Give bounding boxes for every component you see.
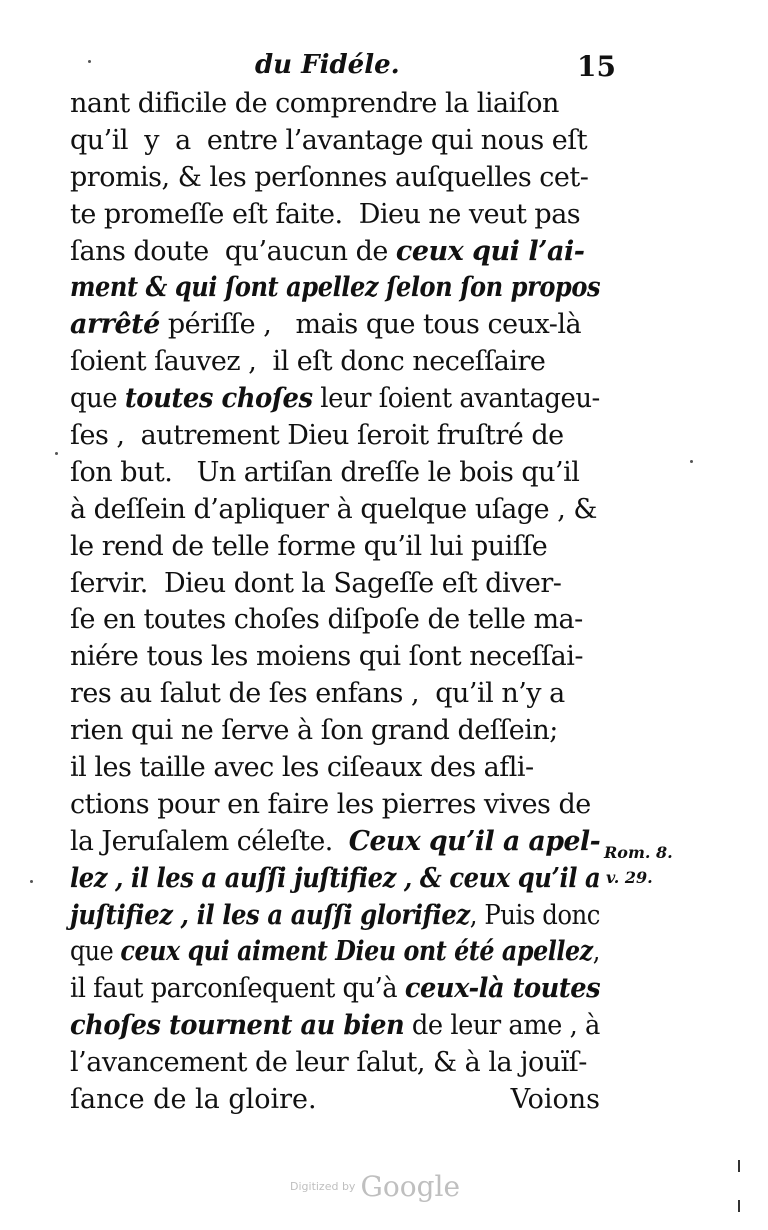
text-segment: ctions pour en faire les pierres vives de <box>70 788 591 820</box>
text-line <box>70 971 600 1008</box>
text-line <box>70 270 600 307</box>
text-line <box>70 1045 600 1082</box>
body-text <box>70 86 600 1082</box>
line-content <box>70 381 600 418</box>
line-content <box>70 750 534 787</box>
paper-speck <box>690 460 693 463</box>
paper-speck <box>88 60 91 63</box>
text-segment: de leur ame , à <box>404 1010 600 1042</box>
text-segment: qu’il y a entre l’avantage qui nous eſt <box>70 124 588 156</box>
text-line <box>70 160 600 197</box>
line-content <box>70 971 600 1008</box>
line-content <box>70 344 545 381</box>
line-content <box>70 492 597 529</box>
watermark-prefix: Digitized by <box>290 1180 356 1193</box>
line-content <box>70 1045 587 1082</box>
line-content <box>70 234 584 271</box>
text-segment: , Puis donc <box>469 899 600 931</box>
italic-segment: ceux qui aiment Dieu ont été apellez <box>120 936 593 968</box>
text-segment: que <box>70 383 125 415</box>
text-segment: promis, & les perſonnes auſquelles cet- <box>70 161 589 193</box>
text-line <box>70 307 600 344</box>
text-line <box>70 455 600 492</box>
italic-segment: Ceux qu’il a apel- <box>348 825 601 857</box>
text-line <box>70 344 600 381</box>
text-segment: ſoient ſauvez , il eſt donc neceſſaire <box>70 346 546 378</box>
line-content <box>70 602 583 639</box>
text-line <box>70 676 600 713</box>
line-content <box>70 307 581 344</box>
text-line <box>70 750 600 787</box>
text-segment: leur ſoient avantageu- <box>312 383 600 415</box>
line-content <box>70 713 558 750</box>
text-line <box>70 123 600 160</box>
line-content <box>70 861 600 898</box>
text-line <box>70 787 600 824</box>
text-line <box>70 934 600 971</box>
page-number: 15 <box>577 50 616 83</box>
text-line <box>70 492 600 529</box>
last-line-left: ſance de la gloire. <box>70 1084 317 1115</box>
text-segment: res au ſalut de ſes enfans , qu’il n’y a <box>70 678 565 710</box>
line-content <box>70 418 564 455</box>
last-text-line <box>70 1082 600 1119</box>
text-line <box>70 197 600 234</box>
text-line <box>70 529 600 566</box>
text-segment: périſſe , mais que tous ceux-là <box>159 309 582 341</box>
text-segment: ſes , autrement Dieu ſeroit fruſtré de <box>70 420 564 452</box>
text-line <box>70 639 600 676</box>
line-content <box>70 1008 600 1045</box>
italic-segment: toutes choſes <box>124 383 313 415</box>
text-line <box>70 1008 600 1045</box>
scan-mark <box>738 1160 740 1172</box>
line-content <box>70 160 588 197</box>
text-line <box>70 898 600 935</box>
text-segment: , <box>592 936 600 968</box>
text-segment: que <box>70 936 121 968</box>
text-segment: la Jeruſalem céleſte. <box>70 825 349 857</box>
text-line <box>70 234 600 271</box>
italic-segment: ceux qui l’ai- <box>395 235 585 267</box>
text-line <box>70 86 600 123</box>
italic-segment: juſtifiez , il les a auſſi glorifiez <box>70 899 470 931</box>
text-line <box>70 824 600 861</box>
text-segment: nant dificile de comprendre la liaiſon <box>70 88 559 119</box>
catchword: Voions <box>510 1084 600 1115</box>
text-segment: te promeſſe eſt faite. Dieu ne veut pas <box>70 198 581 230</box>
text-segment: rien qui ne ſerve à ſon grand deſſein; <box>70 715 558 747</box>
italic-segment: arrêté <box>70 309 160 341</box>
scan-mark <box>738 1200 740 1212</box>
text-line <box>70 861 600 898</box>
text-segment: le rend de telle forme qu’il lui puiſſe <box>70 530 548 562</box>
text-segment: il faut parconſequent qu’à <box>70 973 405 1005</box>
line-content <box>70 934 600 971</box>
line-content <box>70 787 591 824</box>
italic-segment: ment & qui ſont apellez ſelon ſon propos <box>70 272 601 304</box>
running-head: du Fidéle. <box>255 50 400 80</box>
line-content <box>70 455 579 492</box>
text-line <box>70 381 600 418</box>
line-content <box>70 639 583 676</box>
text-segment: niére tous les moiens qui ſont neceſſai- <box>70 641 584 673</box>
text-segment: à deſſein d’apliquer à quelque uſage , & <box>70 493 597 525</box>
text-segment: l’avancement de leur ſalut, & à la jouïſ- <box>70 1047 587 1079</box>
text-line <box>70 566 600 603</box>
text-segment: il les taille avec les ciſeaux des afli- <box>70 752 534 784</box>
paper-speck <box>30 880 33 883</box>
line-content <box>70 529 547 566</box>
paper-speck <box>55 452 58 455</box>
line-content <box>70 898 600 935</box>
line-content <box>70 123 587 160</box>
line-content <box>70 197 580 234</box>
italic-segment: lez , il les a auſſi juſtifiez , & ceux qu’il a <box>70 862 601 894</box>
text-segment: ſe en toutes choſes diſpoſe de telle ma- <box>70 604 583 636</box>
italic-segment: ceux-là toutes <box>404 973 601 1005</box>
text-line <box>70 418 600 455</box>
line-content <box>70 86 559 123</box>
italic-segment: choſes tournent au bien <box>70 1010 405 1042</box>
digitized-watermark <box>290 1170 460 1203</box>
text-segment: ſon but. Un artiſan dreſſe le bois qu’il <box>70 456 580 488</box>
margin-note-reference: Rom. 8. <box>604 843 673 862</box>
text-line <box>70 602 600 639</box>
margin-note-verse: v. 29. <box>606 868 653 887</box>
line-content <box>70 824 600 861</box>
google-logo: Google <box>360 1170 461 1203</box>
line-content <box>70 566 561 603</box>
text-segment: ſervir. Dieu dont la Sageſſe eſt diver- <box>70 567 562 599</box>
line-content <box>70 676 565 713</box>
text-line <box>70 713 600 750</box>
text-segment: ſans doute qu’aucun de <box>70 235 396 267</box>
line-content <box>70 270 600 307</box>
